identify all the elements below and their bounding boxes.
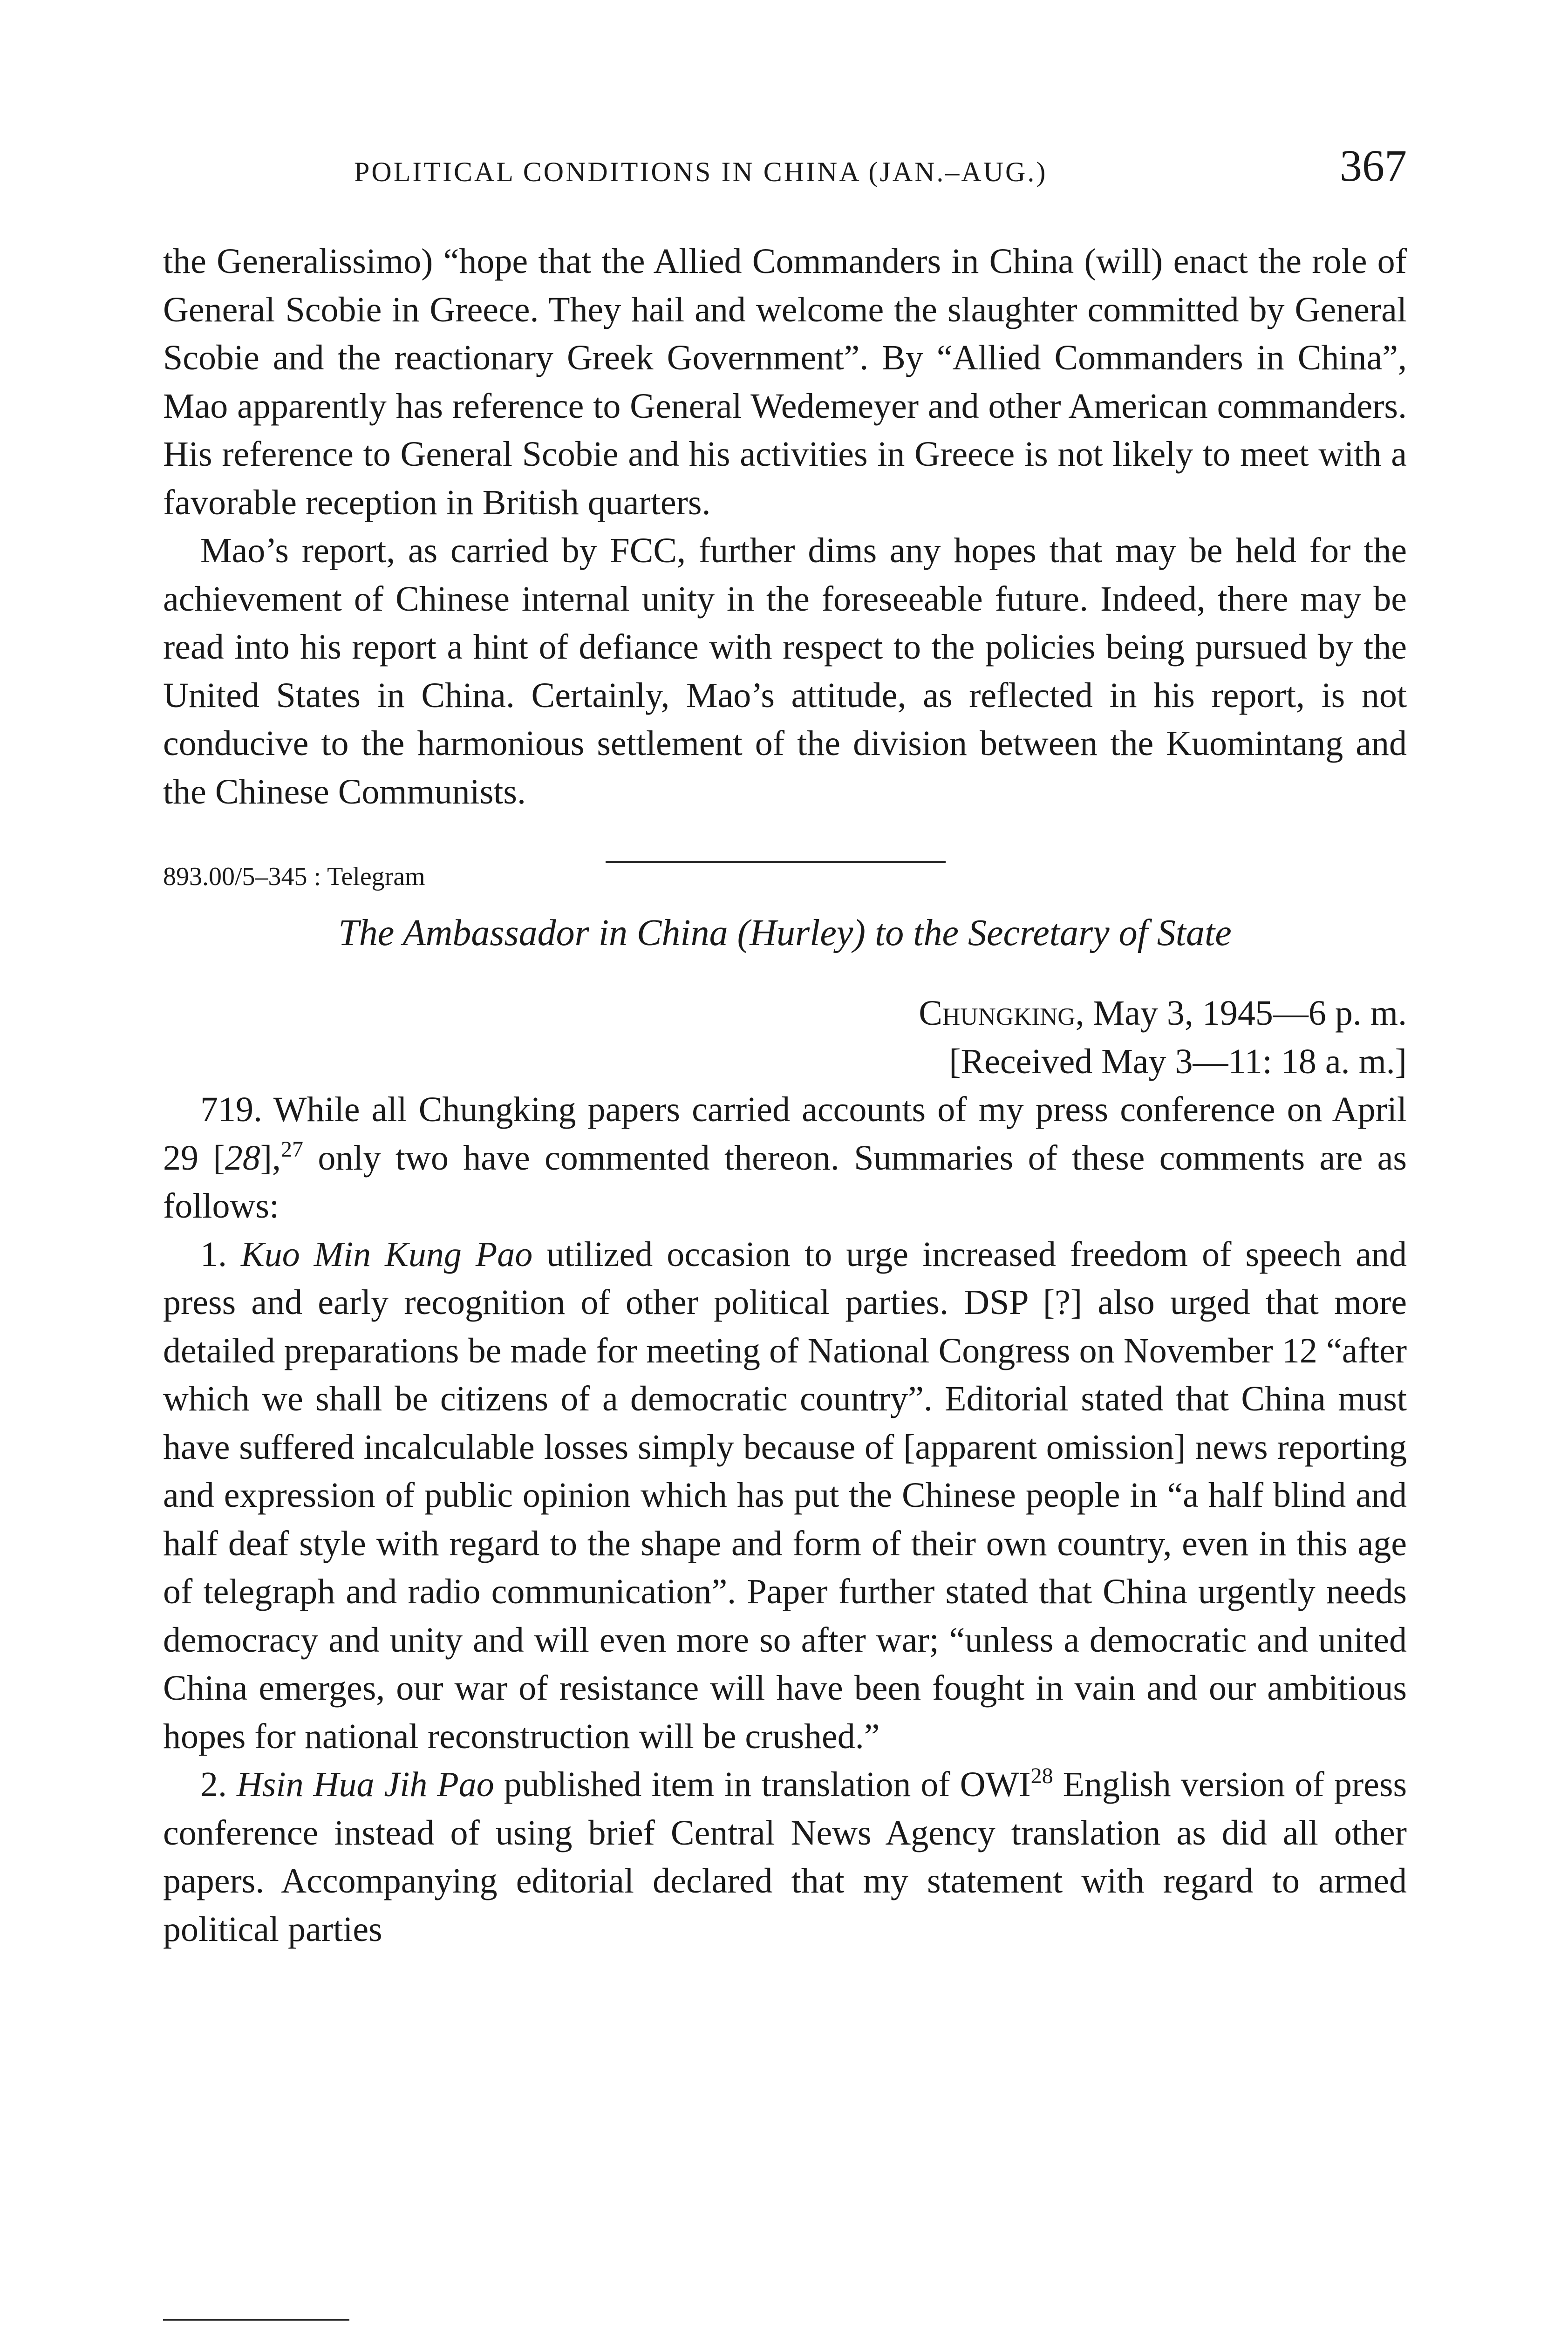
telegram-paragraph-2: 1. Kuo Min Kung Pao utilized occasion to urge increased freedom of speech and press and early recognition of other political parties. DSP [?] also urged that more detailed preparations be made for meeting of National Congress on November 12 “after which we shall be citizens of a democratic country”. Editorial stated that China must have suffered incalculable losses simply because of [apparent omission] news reporting and expression of public opinion which has put the Chinese people in “a half blind and half deaf style with regard to the shape and form of their own country, even in this age of telegraph and radio communication”. Paper further stated that China urgently needs democracy and unity and will even more so after war; “unless a democratic and united China emerges, our war of resistance will have been fought in vain and our ambitious hopes for national reconstruction will be crushed.” (163, 1234, 1407, 1756)
dateline (163, 989, 1407, 1037)
telegram-paragraph-3: 2. Hsin Hua Jih Pao published item in translation of OWI$^{28}$ English version of press conference instead of using brief Central News Agency translation as did all other papers. Accompanying editorial declared that my statement with regard to armed political parties (163, 1764, 1407, 1949)
received-line: [Received May 3—11: 18 a. m.] (949, 1042, 1407, 1081)
footnote-ref-28: 28 (1030, 1764, 1053, 1788)
telegram-paragraph-1: 719. While all Chungking papers carried accounts of my press conference on April 29 [28],$^{27}$ only two have commented thereon. Summaries of these comments are as follows: (163, 1090, 1407, 1226)
page-number: 367 (1340, 141, 1407, 191)
page-body (163, 238, 1407, 1954)
dateline-date: , May 3, 1945—6 p. m. (1075, 994, 1407, 1033)
footnote-rule (163, 2319, 349, 2321)
file-number: 893.00/5–345 : Telegram (163, 862, 425, 891)
page-header (163, 140, 1407, 191)
continuation-paragraph-1: the Generalissimo) “hope that the Allied Commanders in China (will) enact the role of General Scobie in Greece. They hail and welcome the slaughter committed by General Scobie and the reactionary Greek Government”. By “Allied Commanders in China”, Mao apparently has reference to General Wedemeyer and other American commanders. His reference to General Scobie and his activities in Greece is not likely to meet with a favorable reception in British quarters. (163, 242, 1407, 522)
document-title: The Ambassador in China (Hurley) to the Secretary of State (338, 913, 1232, 953)
newspaper-name: Kuo Min Kung Pao (241, 1234, 533, 1274)
running-head: POLITICAL CONDITIONS IN CHINA (JAN.–AUG.) (354, 157, 1048, 187)
newspaper-name: Hsin Hua Jih Pao (237, 1765, 494, 1804)
dateline-place: Chungking (919, 994, 1076, 1033)
footnote-ref-27: 27 (281, 1137, 303, 1162)
continuation-paragraph-2: Mao’s report, as carried by FCC, further dims any hopes that may be held for the achievement of Chinese internal unity in the foreseeable future. Indeed, there may be read into his report a hint of defiance with respect to the policies being pursued by the United States in China. Certainly, Mao’s attitude, as reflected in his report, is not conducive to the harmonious settlement of the division between the Kuomintang and the Chinese Communists. (163, 531, 1407, 811)
bracket-date: 28 (225, 1138, 260, 1178)
title-name: Hurley (750, 913, 853, 953)
